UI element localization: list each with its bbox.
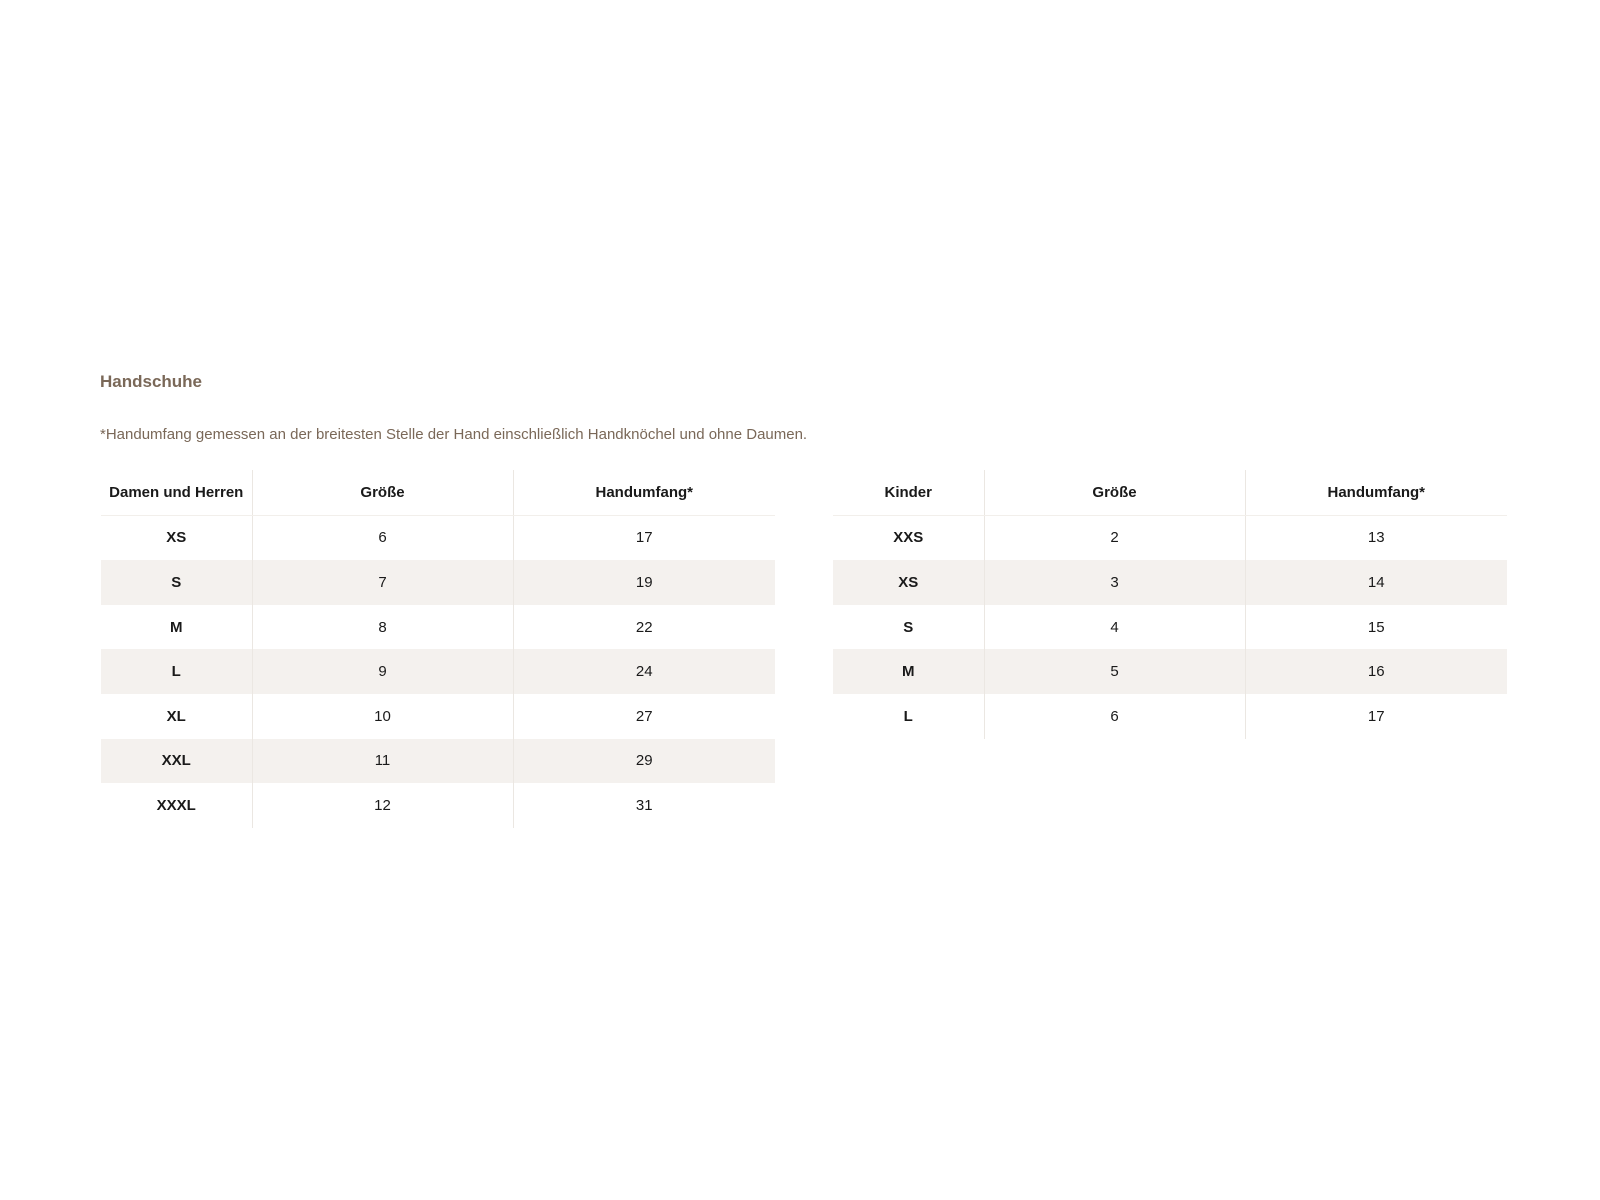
- table-row: [101, 694, 775, 739]
- adults-size-table: [101, 470, 775, 828]
- table-row: [833, 649, 1507, 694]
- table-row: [833, 515, 1507, 560]
- size-number-cell: 10: [252, 694, 513, 739]
- table-row: [833, 605, 1507, 650]
- table-row: [101, 783, 775, 828]
- size-number-cell: 9: [252, 649, 513, 694]
- column-header-hand-circumference: Handumfang*: [1245, 470, 1507, 515]
- hand-circumference-cell: 31: [513, 783, 775, 828]
- hand-circumference-cell: 14: [1245, 560, 1507, 605]
- table-row: [833, 560, 1507, 605]
- kids-size-table: [833, 470, 1507, 739]
- hand-circumference-cell: 19: [513, 560, 775, 605]
- size-number-cell: 4: [984, 605, 1245, 650]
- size-label-cell: M: [170, 618, 183, 636]
- table-header-row: [101, 470, 775, 515]
- size-label-cell: XS: [833, 560, 984, 605]
- column-header-size: Größe: [252, 470, 513, 515]
- size-number-cell: 5: [984, 649, 1245, 694]
- table-row: [101, 515, 775, 560]
- size-label-cell: L: [101, 649, 252, 694]
- size-label-cell: XXS: [893, 529, 924, 547]
- column-header-size: Größe: [984, 470, 1245, 515]
- hand-circumference-cell: 15: [1245, 605, 1507, 650]
- size-label-cell: S: [101, 560, 252, 605]
- size-number-cell: 6: [984, 694, 1245, 739]
- hand-circumference-cell: 27: [513, 694, 775, 739]
- size-label-cell: L: [903, 707, 913, 725]
- hand-circumference-cell: 13: [1245, 515, 1507, 560]
- measurement-note: *Handumfang gemessen an der breitesten Stelle der Hand einschließlich Handknöchel und ohne Daumen.: [100, 426, 808, 443]
- hand-circumference-cell: 29: [513, 739, 775, 784]
- hand-circumference-cell: 22: [513, 605, 775, 650]
- size-number-cell: 2: [984, 515, 1245, 560]
- table-row: [101, 605, 775, 650]
- size-label-cell: M: [833, 649, 984, 694]
- column-header-category: Kinder: [833, 470, 984, 515]
- hand-circumference-cell: 17: [513, 515, 775, 560]
- hand-circumference-cell: 16: [1245, 649, 1507, 694]
- table-row: [101, 560, 775, 605]
- size-label-cell: S: [903, 618, 914, 636]
- size-number-cell: 11: [252, 739, 513, 784]
- size-label-cell: XL: [166, 707, 186, 725]
- page-title: Handschuhe: [100, 372, 203, 391]
- table-header-row: [833, 470, 1507, 515]
- size-label-cell: XS: [166, 529, 187, 547]
- size-number-cell: 7: [252, 560, 513, 605]
- size-label-cell: XXL: [101, 739, 252, 784]
- table-row: [101, 649, 775, 694]
- hand-circumference-cell: 24: [513, 649, 775, 694]
- table-row: [833, 694, 1507, 739]
- column-header-category: Damen und Herren: [101, 470, 252, 515]
- size-number-cell: 8: [252, 605, 513, 650]
- table-row: [101, 739, 775, 784]
- column-header-hand-circumference: Handumfang*: [513, 470, 775, 515]
- size-number-cell: 3: [984, 560, 1245, 605]
- size-number-cell: 12: [252, 783, 513, 828]
- size-label-cell: XXXL: [156, 796, 196, 814]
- size-number-cell: 6: [252, 515, 513, 560]
- hand-circumference-cell: 17: [1245, 694, 1507, 739]
